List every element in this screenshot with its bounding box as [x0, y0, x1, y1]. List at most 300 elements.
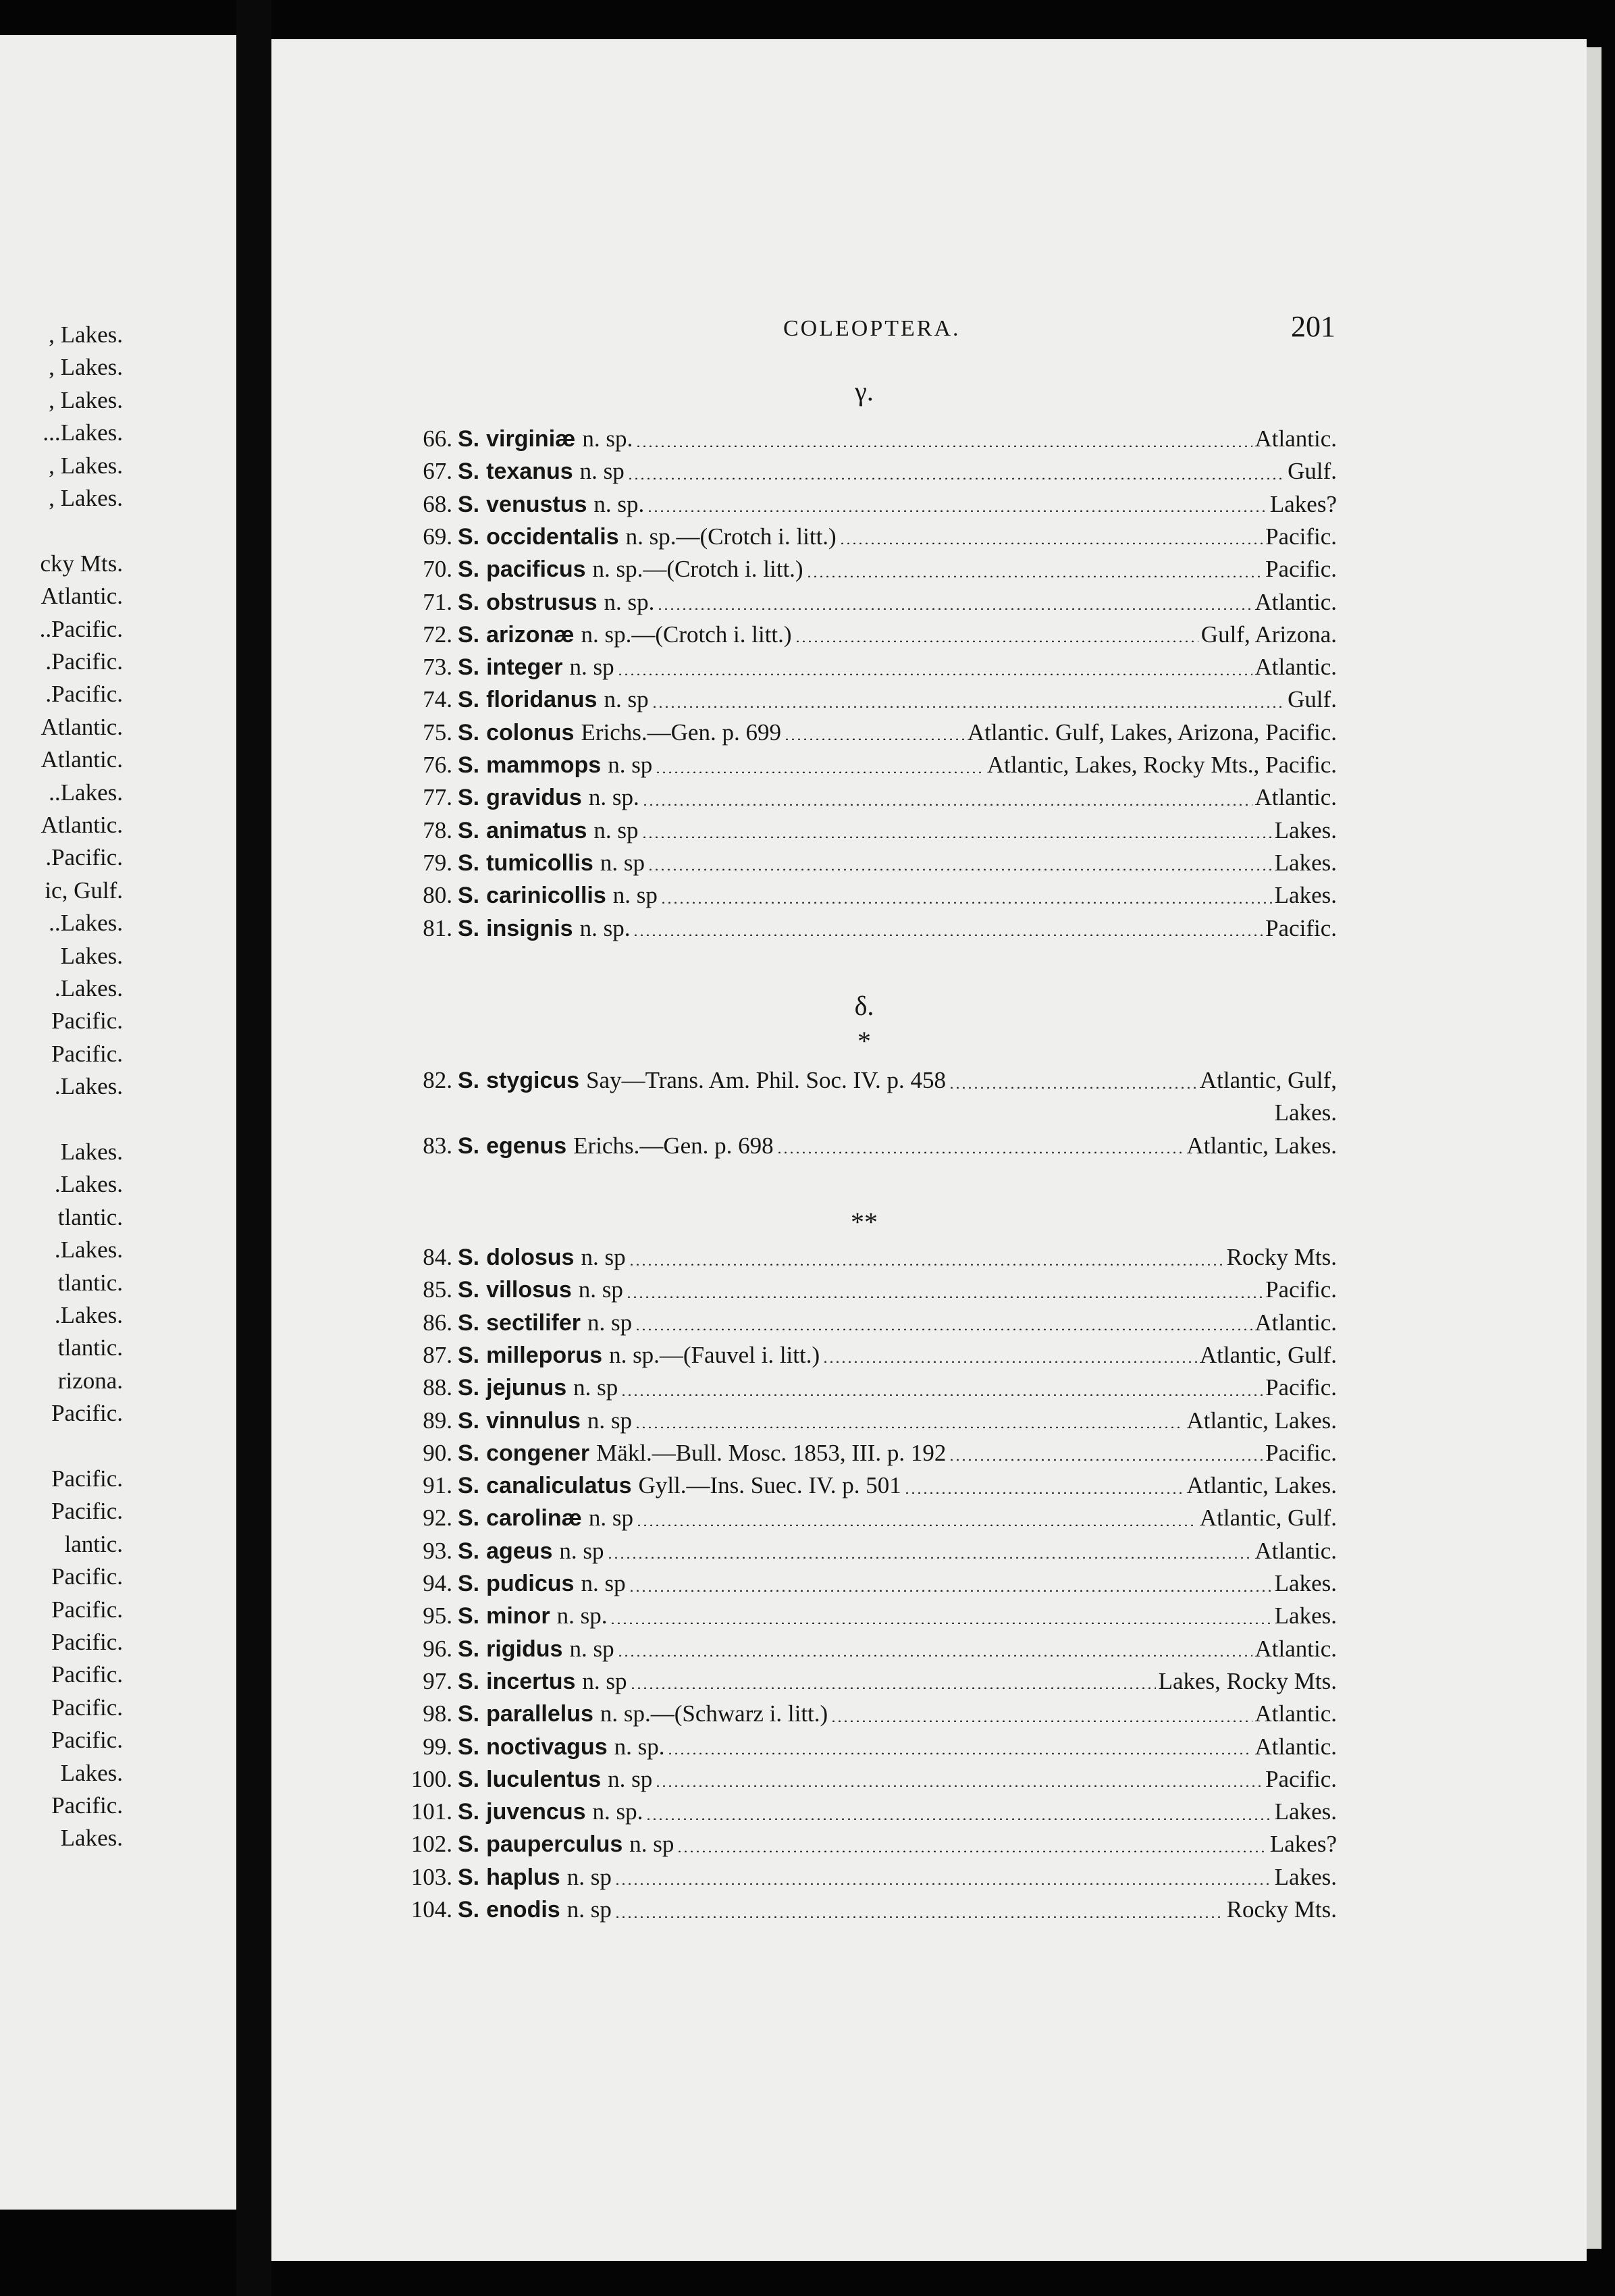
- genus-abbrev: S.: [458, 1407, 480, 1434]
- region: Gulf, Arizona.: [1200, 621, 1337, 648]
- genus-abbrev: S.: [458, 1733, 480, 1760]
- left-page-text: Pacific.: [51, 1792, 123, 1819]
- species-name: enodis: [486, 1897, 560, 1923]
- region: Pacific.: [1265, 1439, 1337, 1466]
- left-page-text: Atlantic.: [41, 746, 123, 773]
- species-name: juvencus: [486, 1799, 586, 1825]
- dot-leader: [641, 836, 1272, 838]
- dot-leader: [949, 1087, 1197, 1089]
- species-name: sectilifer: [486, 1309, 581, 1336]
- region: Pacific.: [1265, 914, 1337, 941]
- authority: n. sp: [569, 654, 614, 681]
- dot-leader: [655, 771, 984, 773]
- left-page-text: Lakes.: [60, 1825, 123, 1852]
- authority: n. sp: [587, 1309, 633, 1336]
- genus-abbrev: S.: [458, 1571, 480, 1596]
- entry-number: 100.: [411, 1765, 452, 1792]
- left-page-text: Pacific.: [51, 1629, 123, 1655]
- authority: Mäkl.—Bull. Mosc. 1853, III. p. 192: [596, 1439, 947, 1466]
- species-name: floridanus: [486, 687, 598, 713]
- book-gutter: [236, 0, 271, 2296]
- entry-number: 91.: [423, 1472, 452, 1499]
- left-page-text: Lakes.: [60, 1759, 123, 1786]
- authority: n. sp.—(Crotch i. litt.): [581, 621, 792, 648]
- entry-number: 68.: [423, 490, 452, 517]
- species-entry: [378, 781, 1337, 814]
- species-name: egenus: [486, 1132, 567, 1159]
- region: Lakes.: [1274, 849, 1337, 876]
- entry-number: 85.: [423, 1276, 452, 1303]
- genus-abbrev: S.: [458, 1440, 480, 1466]
- species-name: ageus: [486, 1538, 553, 1564]
- entry-number: 73.: [423, 654, 452, 681]
- species-entry: [378, 455, 1337, 488]
- left-page-text: ..Lakes.: [49, 779, 123, 806]
- entry-number: 69.: [423, 523, 452, 550]
- dot-leader: [822, 1361, 1197, 1363]
- species-entry: [378, 1861, 1337, 1894]
- species-entry: [378, 1731, 1337, 1763]
- entry-number: 70.: [423, 556, 452, 583]
- left-page-text: .Lakes.: [54, 1302, 123, 1328]
- region: Lakes?: [1269, 490, 1337, 517]
- dot-leader: [660, 902, 1272, 904]
- left-page-text: Pacific.: [51, 1563, 123, 1590]
- species-entry: [378, 1274, 1337, 1306]
- genus-abbrev: S.: [458, 1799, 480, 1825]
- left-page-fragment: [0, 35, 236, 2210]
- species-name: mammops: [486, 752, 602, 778]
- species-entry: [378, 1502, 1337, 1534]
- left-page-text: ic, Gulf.: [45, 877, 123, 904]
- left-page-text: .Pacific.: [45, 648, 123, 675]
- dot-leader: [677, 1850, 1267, 1852]
- genus-abbrev: S.: [458, 817, 480, 843]
- authority: n. sp.: [579, 914, 631, 941]
- genus-abbrev: S.: [458, 523, 480, 550]
- entry-number: 93.: [423, 1537, 452, 1564]
- region: Pacific.: [1265, 556, 1337, 583]
- species-entry: [378, 586, 1337, 619]
- dot-leader: [607, 1557, 1252, 1559]
- genus-abbrev: S.: [458, 621, 480, 648]
- dot-leader: [633, 934, 1263, 936]
- region: Atlantic, Lakes, Rocky Mts., Pacific.: [986, 752, 1337, 778]
- dot-leader: [620, 1394, 1263, 1396]
- left-page-text: Pacific.: [51, 1694, 123, 1721]
- region: Atlantic.: [1254, 588, 1337, 615]
- region-continued: Lakes.: [1274, 1099, 1337, 1126]
- authority: n. sp: [582, 1667, 627, 1694]
- species-entry: [378, 1600, 1337, 1632]
- left-page-text: tlantic.: [57, 1203, 123, 1230]
- entry-number: 92.: [423, 1505, 452, 1532]
- genus-abbrev: S.: [458, 785, 480, 811]
- genus-abbrev: S.: [458, 1277, 480, 1303]
- dot-leader: [629, 1263, 1224, 1266]
- species-entry: [378, 651, 1337, 683]
- dot-leader: [610, 1622, 1271, 1624]
- entry-number: 90.: [423, 1439, 452, 1466]
- genus-abbrev: S.: [458, 491, 480, 517]
- species-name: carinicollis: [486, 883, 606, 909]
- region: Atlantic.: [1254, 1537, 1337, 1564]
- left-page-text: Lakes.: [60, 1139, 123, 1165]
- dot-leader: [627, 477, 1285, 479]
- dot-leader: [635, 1426, 1184, 1428]
- left-page-text: ...Lakes.: [43, 419, 123, 446]
- entry-number: 72.: [423, 621, 452, 648]
- species-name: venustus: [486, 491, 587, 517]
- species-name: insignis: [486, 915, 573, 941]
- genus-abbrev: S.: [458, 915, 480, 941]
- entry-number: 87.: [423, 1341, 452, 1368]
- species-entry: [378, 683, 1337, 716]
- authority: n. sp: [581, 1244, 626, 1270]
- authority: n. sp: [593, 816, 639, 843]
- genus-abbrev: S.: [458, 589, 480, 615]
- dot-leader: [784, 738, 965, 740]
- species-name: milleporus: [486, 1342, 603, 1368]
- species-entry: [378, 1372, 1337, 1404]
- region: Atlantic.: [1254, 654, 1337, 681]
- region: Lakes.: [1274, 1602, 1337, 1629]
- region: Rocky Mts.: [1226, 1244, 1337, 1270]
- entry-number: 67.: [423, 458, 452, 485]
- dot-leader: [655, 1785, 1263, 1787]
- entry-number: 86.: [423, 1309, 452, 1336]
- species-entry: [378, 1633, 1337, 1665]
- species-name: noctivagus: [486, 1733, 608, 1760]
- species-entry: [378, 1894, 1337, 1926]
- species-name: pacificus: [486, 556, 586, 583]
- left-page-text: .Lakes.: [54, 1236, 123, 1263]
- species-name: occidentalis: [486, 523, 619, 550]
- left-page-text: , Lakes.: [49, 485, 123, 511]
- dot-leader: [645, 1818, 1271, 1820]
- entry-number: 102.: [411, 1831, 452, 1858]
- genus-abbrev: S.: [458, 1668, 480, 1694]
- dot-leader: [830, 1720, 1252, 1722]
- region: Lakes?: [1269, 1831, 1337, 1858]
- dot-leader: [904, 1492, 1184, 1494]
- region: Pacific.: [1265, 1765, 1337, 1792]
- species-entry: [378, 1665, 1337, 1698]
- genus-abbrev: S.: [458, 1505, 480, 1532]
- species-name: dolosus: [486, 1245, 575, 1270]
- authority: n. sp: [581, 1570, 626, 1596]
- species-name: virginiæ: [486, 426, 576, 452]
- species-name: pauperculus: [486, 1831, 623, 1858]
- left-page-text: Pacific.: [51, 1661, 123, 1688]
- dot-leader: [839, 542, 1263, 544]
- left-page-text: Atlantic.: [41, 583, 123, 610]
- species-name: arizonæ: [486, 621, 575, 648]
- region: Pacific.: [1265, 1374, 1337, 1401]
- authority: n. sp: [566, 1896, 612, 1923]
- species-entry: [378, 619, 1337, 651]
- genus-abbrev: S.: [458, 883, 480, 909]
- species-entry: [378, 1307, 1337, 1339]
- entry-number: 74.: [423, 686, 452, 713]
- dot-leader: [614, 1883, 1272, 1885]
- species-name: haplus: [486, 1864, 560, 1890]
- page-edge: [1587, 47, 1601, 2249]
- species-name: congener: [486, 1440, 590, 1466]
- species-entry: [378, 749, 1337, 781]
- left-page-text: ..Pacific.: [39, 615, 123, 642]
- dot-leader: [647, 510, 1267, 512]
- entry-number: 78.: [423, 816, 452, 843]
- page-number: 201: [1291, 310, 1335, 343]
- authority: n. sp.: [592, 1798, 643, 1825]
- genus-abbrev: S.: [458, 459, 480, 485]
- species-name: texanus: [486, 459, 573, 485]
- region: Atlantic, Lakes.: [1186, 1132, 1337, 1159]
- authority: n. sp: [569, 1635, 614, 1662]
- authority: n. sp: [578, 1276, 623, 1303]
- entry-number: 79.: [423, 849, 452, 876]
- species-name: tumicollis: [486, 850, 593, 876]
- left-page-text: Pacific.: [51, 1040, 123, 1067]
- left-page-text: Pacific.: [51, 1008, 123, 1035]
- dot-leader: [614, 1916, 1224, 1918]
- left-page-text: .Lakes.: [54, 975, 123, 1001]
- entry-number: 71.: [423, 588, 452, 615]
- entry-number: 95.: [423, 1602, 452, 1629]
- dot-leader: [636, 1524, 1197, 1526]
- entry-number: 84.: [423, 1244, 452, 1270]
- authority: n. sp.—(Crotch i. litt.): [592, 556, 803, 583]
- species-name: colonus: [486, 719, 575, 746]
- species-name: canaliculatus: [486, 1473, 632, 1499]
- genus-abbrev: S.: [458, 1603, 480, 1629]
- genus-abbrev: S.: [458, 1766, 480, 1792]
- left-page-text: , Lakes.: [49, 321, 123, 348]
- species-name: vinnulus: [486, 1407, 581, 1434]
- authority: n. sp.—(Fauvel i. litt.): [609, 1341, 820, 1368]
- section-marker: γ.: [855, 376, 874, 407]
- left-page-text: ..Lakes.: [49, 910, 123, 937]
- genus-abbrev: S.: [458, 719, 480, 746]
- species-entry: [378, 912, 1337, 945]
- species-entry: [378, 1567, 1337, 1600]
- authority: Gyll.—Ins. Suec. IV. p. 501: [638, 1472, 901, 1499]
- region: Pacific.: [1265, 523, 1337, 550]
- section-marker: δ.: [854, 991, 874, 1021]
- species-entry: [378, 1130, 1337, 1162]
- region: Lakes, Rocky Mts.: [1158, 1667, 1337, 1694]
- entry-number: 82.: [423, 1067, 452, 1093]
- entry-number: 94.: [423, 1570, 452, 1596]
- region: Atlantic, Lakes.: [1186, 1472, 1337, 1499]
- entry-number: 96.: [423, 1635, 452, 1662]
- genus-abbrev: S.: [458, 1068, 480, 1093]
- genus-abbrev: S.: [458, 1132, 480, 1159]
- genus-abbrev: S.: [458, 1538, 480, 1564]
- authority: n. sp: [612, 882, 658, 909]
- region: Lakes.: [1274, 1570, 1337, 1596]
- species-entry: [378, 1241, 1337, 1274]
- species-entry: [378, 521, 1337, 553]
- left-page-text: tlantic.: [57, 1269, 123, 1296]
- authority: n. sp.—(Crotch i. litt.): [625, 523, 837, 550]
- genus-abbrev: S.: [458, 1864, 480, 1890]
- dot-leader: [657, 608, 1252, 610]
- region: Lakes.: [1274, 1798, 1337, 1825]
- left-page-text: Pacific.: [51, 1727, 123, 1754]
- genus-abbrev: S.: [458, 1473, 480, 1499]
- species-entry: [378, 1698, 1337, 1730]
- species-name: integer: [486, 654, 563, 681]
- entry-number: 99.: [423, 1733, 452, 1760]
- genus-abbrev: S.: [458, 556, 480, 583]
- species-name: villosus: [486, 1277, 572, 1303]
- species-entry: [378, 553, 1337, 585]
- species-name: luculentus: [486, 1766, 602, 1792]
- authority: Say—Trans. Am. Phil. Soc. IV. p. 458: [586, 1067, 946, 1093]
- species-name: incertus: [486, 1668, 576, 1694]
- genus-abbrev: S.: [458, 1375, 480, 1401]
- dot-leader: [642, 804, 1252, 806]
- species-entry: [378, 1339, 1337, 1372]
- authority: n. sp: [604, 686, 649, 713]
- authority: n. sp.: [588, 784, 639, 811]
- region: Atlantic, Gulf,: [1199, 1067, 1337, 1093]
- left-page-text: lantic.: [64, 1530, 123, 1557]
- dot-leader: [626, 1296, 1263, 1298]
- authority: n. sp.: [593, 490, 645, 517]
- species-entry: [378, 1437, 1337, 1469]
- species-entry: [378, 1405, 1337, 1437]
- entry-number: 98.: [423, 1700, 452, 1727]
- region: Atlantic.: [1254, 784, 1337, 811]
- species-entry: [378, 1763, 1337, 1796]
- species-name: jejunus: [486, 1375, 567, 1401]
- dot-leader: [652, 706, 1286, 708]
- left-page-text: Lakes.: [60, 942, 123, 969]
- authority: n. sp.: [604, 588, 655, 615]
- region: Rocky Mts.: [1226, 1896, 1337, 1923]
- left-page-text: Atlantic.: [41, 812, 123, 838]
- left-page-text: tlantic.: [57, 1334, 123, 1361]
- entry-number: 97.: [423, 1667, 452, 1694]
- entry-number: 75.: [423, 719, 452, 746]
- region: Atlantic, Gulf.: [1199, 1505, 1337, 1532]
- species-entry: [378, 488, 1337, 521]
- entry-number: 89.: [423, 1407, 452, 1434]
- species-name: stygicus: [486, 1068, 580, 1093]
- species-name: minor: [486, 1603, 550, 1629]
- region: Atlantic.: [1254, 425, 1337, 452]
- species-entry: [378, 1535, 1337, 1567]
- dot-leader: [635, 1328, 1252, 1330]
- region: Gulf.: [1288, 686, 1337, 713]
- species-entry: [378, 1828, 1337, 1860]
- authority: Erichs.—Gen. p. 698: [573, 1132, 774, 1159]
- left-page-text: .Lakes.: [54, 1073, 123, 1100]
- species-name: pudicus: [486, 1571, 575, 1596]
- authority: n. sp.—(Schwarz i. litt.): [600, 1700, 828, 1727]
- authority: n. sp: [588, 1505, 633, 1532]
- left-page-text: Pacific.: [51, 1596, 123, 1623]
- authority: n. sp: [573, 1374, 618, 1401]
- dot-leader: [635, 445, 1252, 447]
- genus-abbrev: S.: [458, 1636, 480, 1662]
- dot-leader: [667, 1752, 1252, 1754]
- region: Atlantic.: [1254, 1700, 1337, 1727]
- genus-abbrev: S.: [458, 1342, 480, 1368]
- genus-abbrev: S.: [458, 1897, 480, 1923]
- genus-abbrev: S.: [458, 752, 480, 778]
- region: Lakes.: [1274, 816, 1337, 843]
- left-page-text: Pacific.: [51, 1498, 123, 1525]
- dot-leader: [647, 868, 1272, 870]
- genus-abbrev: S.: [458, 1831, 480, 1858]
- species-name: parallelus: [486, 1701, 593, 1727]
- species-entry: [378, 423, 1337, 455]
- region: Atlantic, Lakes.: [1186, 1407, 1337, 1434]
- left-page-text: .Pacific.: [45, 844, 123, 871]
- region: Atlantic.: [1254, 1635, 1337, 1662]
- dot-leader: [630, 1687, 1156, 1689]
- species-name: carolinæ: [486, 1505, 582, 1532]
- species-entry: [378, 1064, 1337, 1126]
- left-page-text: Pacific.: [51, 1400, 123, 1427]
- species-entry: [378, 879, 1337, 912]
- authority: n. sp: [608, 1765, 653, 1792]
- species-entry: [378, 1796, 1337, 1828]
- section-submarker: *: [857, 1026, 871, 1056]
- left-page-text: rizona.: [57, 1367, 123, 1394]
- dot-leader: [949, 1459, 1263, 1461]
- left-page-text: cky Mts.: [40, 550, 123, 577]
- species-entry: [378, 1469, 1337, 1502]
- authority: n. sp: [579, 458, 625, 485]
- region: Lakes.: [1274, 882, 1337, 909]
- left-page-text: .Lakes.: [54, 1171, 123, 1198]
- region: Atlantic, Gulf.: [1199, 1341, 1337, 1368]
- section-marker: **: [851, 1207, 878, 1237]
- authority: n. sp: [629, 1831, 674, 1858]
- entry-number: 77.: [423, 784, 452, 811]
- genus-abbrev: S.: [458, 426, 480, 452]
- genus-abbrev: S.: [458, 1245, 480, 1270]
- species-entry: [378, 716, 1337, 749]
- dot-leader: [629, 1590, 1272, 1592]
- entry-number: 66.: [423, 425, 452, 452]
- entry-number: 81.: [423, 914, 452, 941]
- authority: n. sp.: [582, 425, 633, 452]
- dot-leader: [795, 640, 1198, 642]
- genus-abbrev: S.: [458, 687, 480, 713]
- dot-leader: [617, 673, 1252, 675]
- running-title: COLEOPTERA.: [783, 316, 961, 341]
- species-entry: [378, 814, 1337, 847]
- left-page-text: Pacific.: [51, 1465, 123, 1492]
- species-entry: [378, 847, 1337, 879]
- authority: n. sp: [559, 1537, 604, 1564]
- left-page-text: , Lakes.: [49, 452, 123, 479]
- authority: n. sp: [566, 1863, 612, 1890]
- dot-leader: [776, 1151, 1184, 1153]
- region: Atlantic.: [1254, 1309, 1337, 1336]
- left-page-text: .Pacific.: [45, 681, 123, 708]
- authority: n. sp.: [614, 1733, 665, 1760]
- authority: Erichs.—Gen. p. 699: [581, 719, 781, 746]
- region: Atlantic. Gulf, Lakes, Arizona, Pacific.: [967, 719, 1337, 746]
- species-name: obstrusus: [486, 589, 598, 615]
